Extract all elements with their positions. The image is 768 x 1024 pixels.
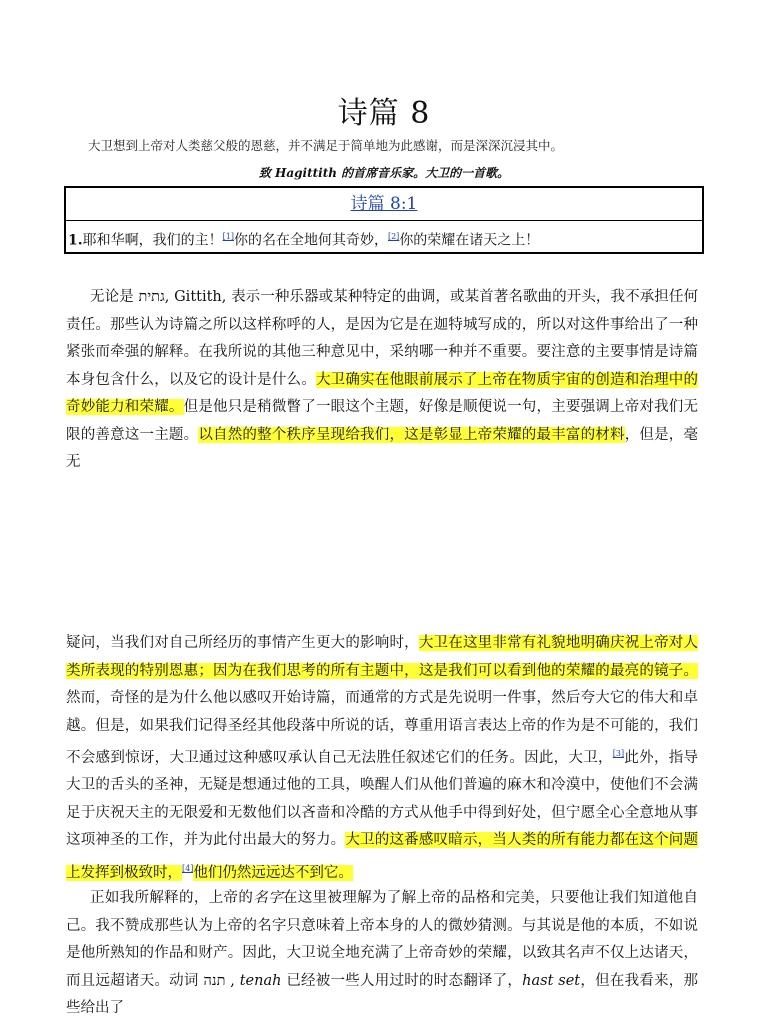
verse-heading [66, 188, 702, 221]
translation-phrase: hast set [522, 972, 581, 989]
text-run: , [225, 972, 240, 989]
highlighted-text: 大卫在这里非常有礼貌地明确庆祝上帝对人类所表现的特别恩惠；因为在我们思考的所有主题中，这是我们可以看到他的荣耀的最亮的镜子。 [66, 635, 699, 679]
text-run: , Gittith, 表示一种乐器或某种特定的曲调，或某首著名歌曲的开头，我不承担任何责任。那些认为诗篇之所以这样称呼的人，是因为它是在迦特城写成的，所以对这件事给出了一种紧张而牵强的解释。在我所说的其他三种意见中，采纳哪一种并不重要。要注意的主要事情是诗篇本身包含什么，以及它的设计是什么。 [66, 289, 698, 388]
highlighted-text: 大卫的这番感叹暗示，当人类的所有能力都在这个问题上发挥到极致时， [66, 832, 698, 881]
verse-part-a: 耶和华啊，我们的主！ [82, 232, 223, 249]
hebrew-word: גתית [138, 289, 165, 305]
footnote-link-2[interactable]: [2] [387, 232, 400, 241]
text-run: 疑问，当我们对自己所经历的事情产生更大的影响时， [66, 635, 419, 651]
footnote-link-3[interactable]: [3] [612, 749, 625, 758]
hebrew-word: תנה [203, 972, 226, 989]
highlighted-text: 大卫确实在他眼前展示了上帝在物质宇宙的创造和治理中的奇妙能力和荣耀。 [66, 371, 699, 415]
text-run: ，但是，毫无 [66, 426, 699, 470]
page-title: 诗篇 8 [337, 96, 431, 131]
commentary-paragraph-3 [66, 885, 698, 1023]
highlighted-text: 他们仍然远远达不到它。 [193, 864, 353, 881]
highlighted-text: 以自然的整个秩序呈现给我们，这是彰显上帝荣耀的最丰富的材料 [198, 426, 625, 443]
verse-reference-link[interactable]: 诗篇 8:1 [350, 194, 418, 214]
verse-number: 1. [68, 232, 83, 249]
commentary-paragraph-2 [66, 630, 698, 887]
text-run: 此外，指导大卫的舌头的圣神，无疑是想通过他的工具，唤醒人们从他们普遍的麻木和冷漠中，使他们不会满足于庆祝天主的无限爱和无数他们以吝啬和冷酷的方式从他手中得到好处，但宁愿全心全意地从事这项神圣的工作，并为此付出最大的努力。 [66, 749, 698, 849]
commentary-paragraph-1 [66, 284, 698, 477]
text-run: 在这里被理解为了解上帝的品格和完美，只要他让我们知道他自己。我不赞成那些认为上帝的名字只意味着上帝本身的人的微妙猜测。与其说是他的本质，不如说是他所熟知的作品和财产。因此，大卫说全地充满了上帝奇妙的荣耀，以致其名声不仅上达诸天，而且远超诸天。动词 [66, 890, 699, 989]
dedication-line: 致 Hagittith 的首席音乐家。大卫的一首歌。 [258, 166, 510, 180]
text-run: 已经被一些人用过时的时态翻译了， [281, 972, 523, 989]
verse-part-c: 你的荣耀在诸天之上！ [399, 232, 540, 249]
text-run: 然而，奇怪的是为什么他以感叹开始诗篇，而通常的方式是先说明一件事，然后夸大它的伟大和卓越。但是，如果我们记得圣经其他段落中所说的话，尊重用语言表达上帝的作为是不可能的，我们不会感到惊讶，大卫通过这种感叹承认自己无法胜任叙述它们的任务。因此，大卫， [66, 690, 698, 766]
footnote-link-1[interactable]: [1] [222, 232, 234, 241]
chapter-summary: 大卫想到上帝对人类慈父般的恩慈，并不满足于简单地为此感谢，而是深深沉浸其中。 [88, 138, 564, 153]
footnote-link-4[interactable]: [4] [182, 863, 194, 873]
text-run: 无论是 [90, 289, 139, 305]
verse-table [64, 186, 704, 254]
emphasized-word: 名字 [253, 890, 283, 906]
verse-text [66, 221, 702, 253]
transliteration: tenah [239, 972, 282, 989]
text-run: 正如我所解释的，上帝的 [90, 890, 254, 906]
text-run: 但是他只是稍微瞥了一眼这个主题，好像是顺便说一句，主要强调上帝对我们无限的善意这一主题。 [66, 399, 699, 443]
text-run: ，但在我看来，那些给出了 [66, 972, 699, 1016]
verse-part-b: 你的名在全地何其奇妙， [233, 232, 388, 249]
